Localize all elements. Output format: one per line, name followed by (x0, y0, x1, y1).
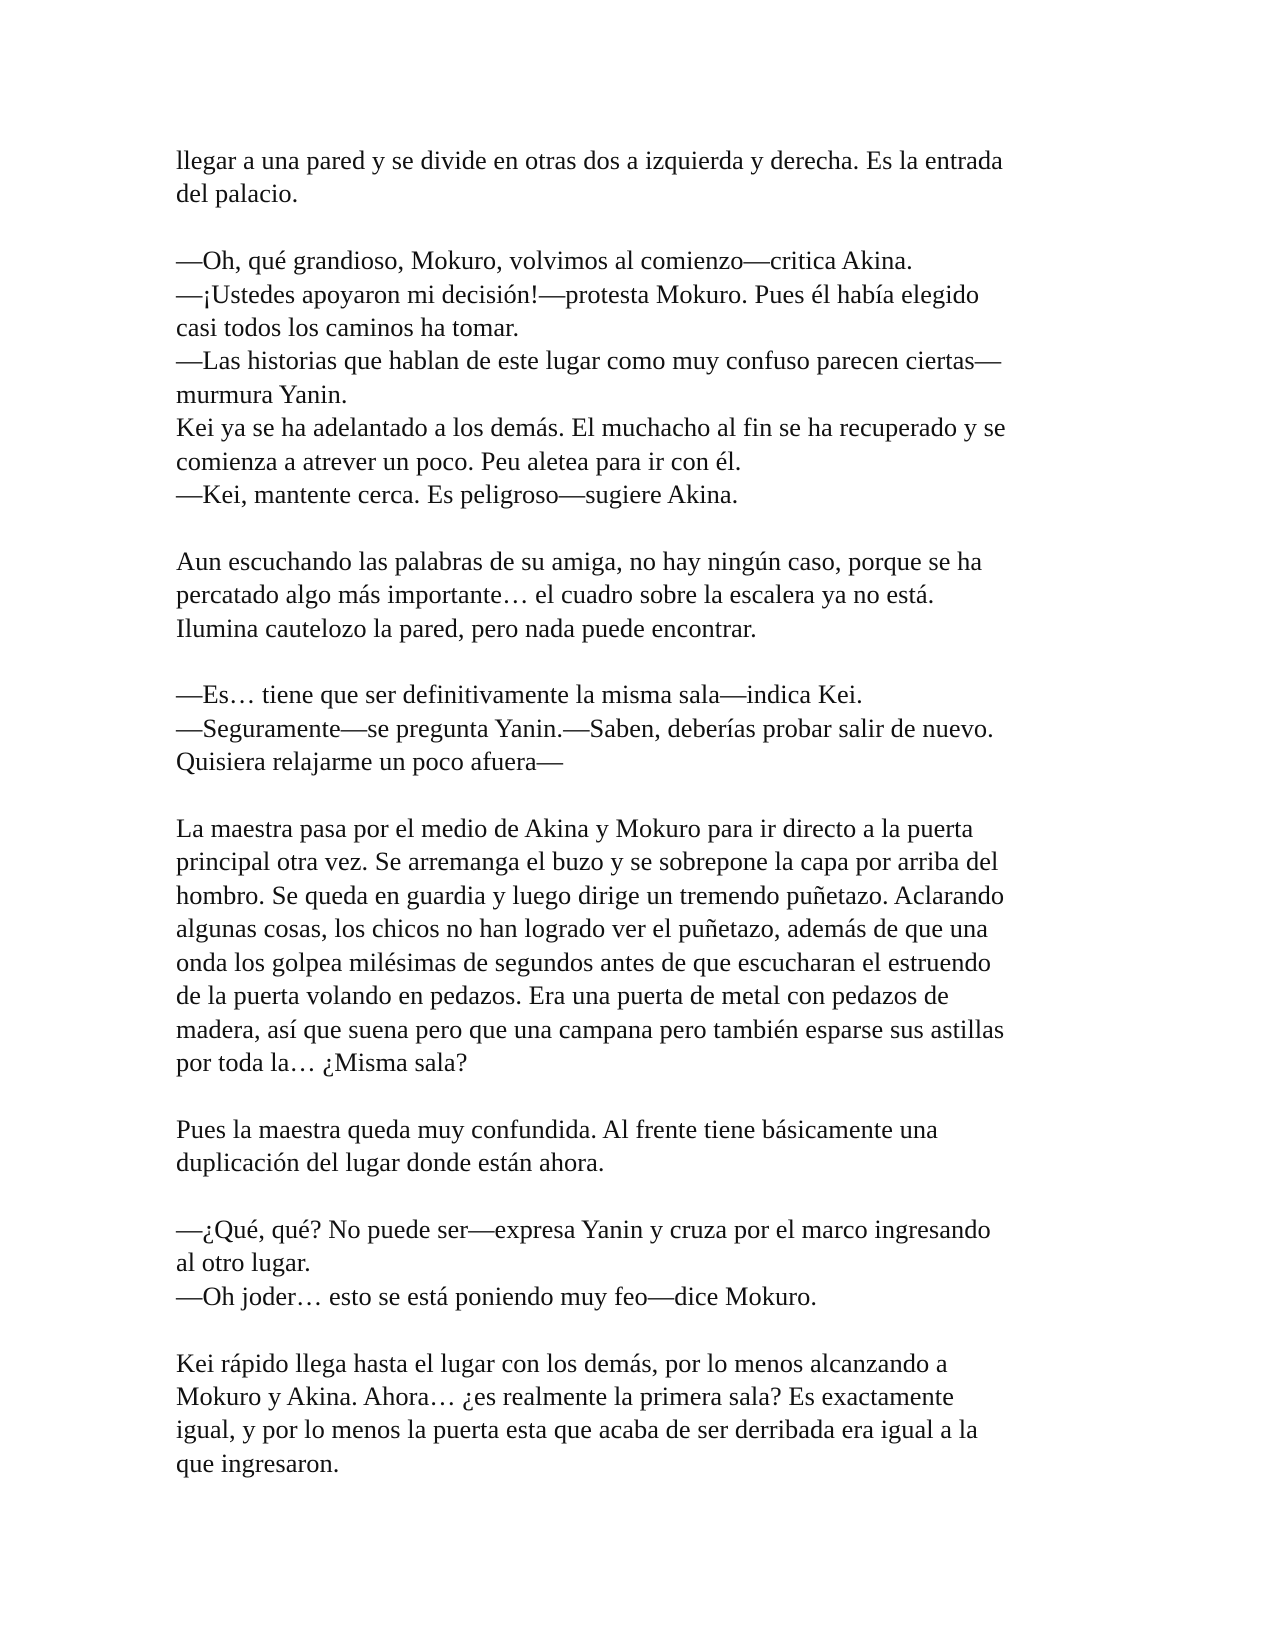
text-line: comienza a atrever un poco. Peu aletea para ir con él. (176, 445, 742, 476)
text-line: onda los golpea milésimas de segundos antes de que escucharan el estruendo (176, 946, 991, 977)
text-line: Pues la maestra queda muy confundida. Al frente tiene básicamente una (176, 1113, 938, 1144)
text-line: al otro lugar. (176, 1247, 311, 1278)
text-line: —Oh joder… esto se está poniendo muy feo—dice Mokuro. (176, 1280, 818, 1311)
text-line: de la puerta volando en pedazos. Era una puerta de metal con pedazos de (176, 980, 949, 1011)
paragraph-gap (176, 1079, 1096, 1112)
text-line: Aun escuchando las palabras de su amiga, no hay ningún caso, porque se ha (176, 545, 983, 576)
text-line: percatado algo más importante… el cuadro sobre la escalera ya no está. (176, 579, 935, 610)
text-line: hombro. Se queda en guardia y luego dirige un tremendo puñetazo. Aclarando (176, 879, 1005, 910)
text-line: —Las historias que hablan de este lugar como muy confuso parecen ciertas— (176, 345, 1002, 376)
paragraph-gap (176, 211, 1096, 244)
paragraph-gap (176, 1313, 1096, 1346)
text-line: —¿Qué, qué? No puede ser—expresa Yanin y cruza por el marco ingresando (176, 1213, 991, 1244)
text-line: Quisiera relajarme un poco afuera— (176, 746, 564, 777)
text-line: madera, así que suena pero que una campana pero también esparse sus astillas (176, 1013, 1005, 1044)
paragraph-3 (176, 545, 1096, 645)
paragraph-7 (176, 1213, 1096, 1313)
paragraph-2 (176, 244, 1096, 511)
paragraph-8 (176, 1347, 1096, 1481)
paragraph-gap (176, 1180, 1096, 1213)
paragraph-1 (176, 144, 1096, 211)
text-line: Mokuro y Akina. Ahora… ¿es realmente la primera sala? Es exactamente (176, 1380, 954, 1411)
paragraph-gap (176, 511, 1096, 544)
text-line: llegar a una pared y se divide en otras dos a izquierda y derecha. Es la entrada (176, 145, 1003, 175)
text-line: casi todos los caminos ha tomar. (176, 312, 520, 343)
text-line: —¡Ustedes apoyaron mi decisión!—protesta Mokuro. Pues él había elegido (176, 278, 980, 309)
text-line: del palacio. (176, 178, 299, 209)
paragraph-6 (176, 1113, 1096, 1180)
paragraph-5 (176, 812, 1096, 1079)
text-line: igual, y por lo menos la puerta esta que acaba de ser derribada era igual a la (176, 1414, 978, 1445)
text-line: por toda la… ¿Misma sala? (176, 1046, 468, 1077)
text-line: murmura Yanin. (176, 378, 348, 409)
text-line: Kei rápido llega hasta el lugar con los demás, por lo menos alcanzando a (176, 1347, 948, 1378)
paragraph-4 (176, 678, 1096, 778)
text-line: que ingresaron. (176, 1447, 340, 1478)
text-line: algunas cosas, los chicos no han logrado ver el puñetazo, además de que una (176, 913, 989, 944)
text-line: La maestra pasa por el medio de Akina y Mokuro para ir directo a la puerta (176, 813, 974, 844)
paragraph-gap (176, 779, 1096, 812)
document-page (176, 144, 1096, 1480)
paragraph-gap (176, 645, 1096, 678)
text-line: principal otra vez. Se arremanga el buzo y se sobrepone la capa por arriba del (176, 846, 999, 877)
text-line: —Es… tiene que ser definitivamente la misma sala—indica Kei. (176, 679, 863, 710)
text-line: duplicación del lugar donde están ahora. (176, 1147, 605, 1178)
text-line: Ilumina cautelozo la pared, pero nada puede encontrar. (176, 612, 757, 643)
text-line: —Oh, qué grandioso, Mokuro, volvimos al comienzo—critica Akina. (176, 245, 913, 276)
text-line: —Kei, mantente cerca. Es peligroso—sugiere Akina. (176, 479, 739, 510)
text-line: —Seguramente—se pregunta Yanin.—Saben, deberías probar salir de nuevo. (176, 712, 994, 743)
text-line: Kei ya se ha adelantado a los demás. El muchacho al fin se ha recuperado y se (176, 412, 1006, 443)
